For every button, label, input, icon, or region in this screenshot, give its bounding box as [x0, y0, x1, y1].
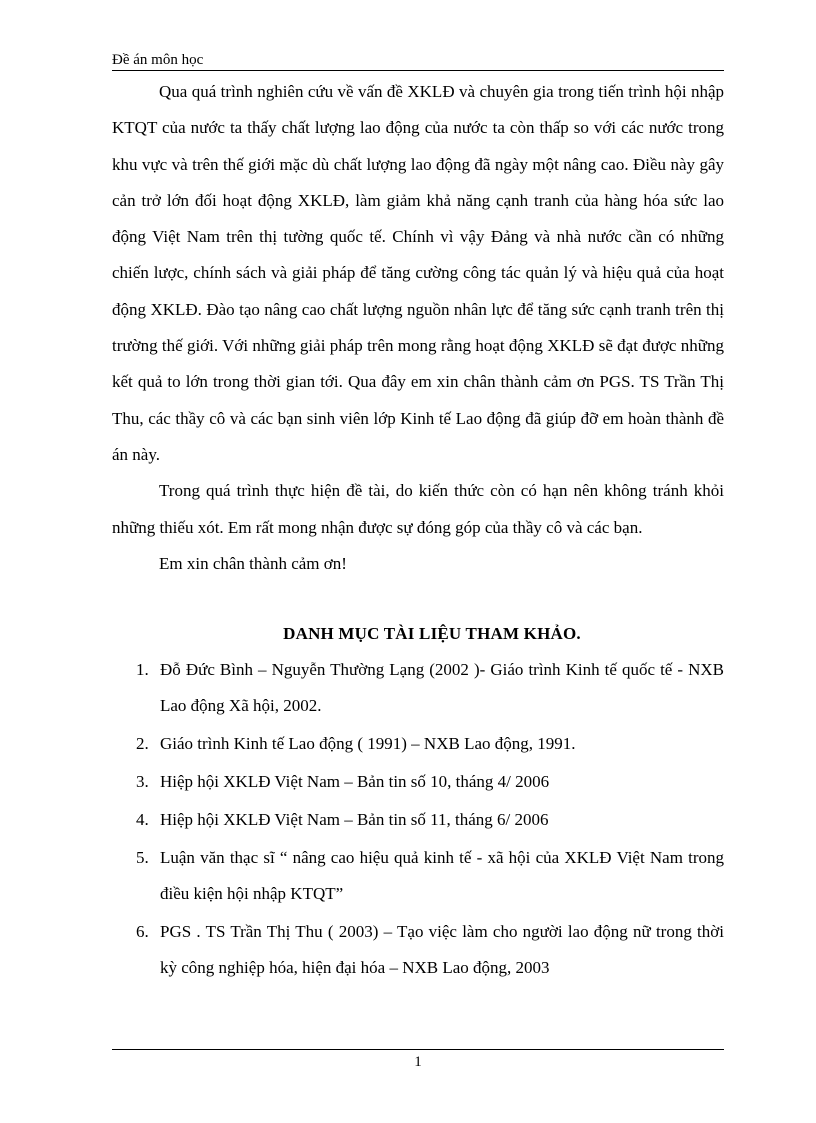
reference-item	[112, 914, 724, 986]
reference-number: 3.	[136, 772, 149, 792]
body-paragraph-conclusion: Qua quá trình nghiên cứu về vấn đề XKLĐ và chuyên gia trong tiến trình hội nhập KTQT của nước ta thấy chất lượng lao động của nước ta còn thấp so với các nước trong khu vực và trên thế giới mặc dù chất lượng lao động đã ngày một nâng cao. Điều này gây cản trở lớn đối hoạt động XKLĐ, làm giảm khả năng cạnh tranh của hàng hóa sức lao động Việt Nam trên thị tường quốc tế. Chính vì vậy Đảng và nhà nước cần có những chiến lược, chính sách và giải pháp để tăng cường công tác quản lý và hiệu quả của hoạt động XKLĐ. Đào tạo nâng cao chất lượng nguồn nhân lực để tăng sức cạnh tranh trên thị trường thế giới. Với những giải pháp trên mong rằng hoạt động XKLĐ sẽ đạt được những kết quả to lớn trong thời gian tới. Qua đây em xin chân thành cảm ơn PGS. TS Trần Thị Thu, các thầy cô và các bạn sinh viên lớp Kinh tế Lao động đã giúp đỡ em hoàn thành đề án này.	[112, 82, 724, 464]
reference-number: 4.	[136, 810, 149, 830]
reference-text: Hiệp hội XKLĐ Việt Nam – Bản tin số 10, tháng 4/ 2006	[160, 772, 550, 792]
page-header-title: Đề án môn học	[112, 52, 204, 68]
reference-number: 2.	[136, 734, 149, 754]
reference-number: 1.	[136, 660, 149, 680]
reference-number: 5.	[136, 848, 149, 868]
body-paragraph-apology: Trong quá trình thực hiện đề tài, do kiến thức còn có hạn nên không tránh khỏi những thiếu xót. Em rất mong nhận được sự đóng góp của thầy cô và các bạn.	[112, 481, 724, 537]
reference-number: 6.	[136, 922, 149, 942]
reference-text: Hiệp hội XKLĐ Việt Nam – Bản tin số 11, tháng 6/ 2006	[160, 810, 549, 830]
reference-item	[112, 764, 724, 800]
references-heading: DANH MỤC TÀI LIỆU THAM KHẢO.	[283, 624, 581, 644]
reference-item	[112, 840, 724, 912]
reference-item	[112, 726, 724, 762]
document-body	[112, 74, 724, 986]
reference-text: PGS . TS Trần Thị Thu ( 2003) – Tạo việc làm cho người lao động nữ trong thời kỳ công nghiệp hóa, hiện đại hóa – NXB Lao động, 2003	[160, 922, 724, 978]
reference-text: Luận văn thạc sĩ “ nâng cao hiệu quả kinh tế - xã hội của XKLĐ Việt Nam trong điều kiện hội nhập KTQT”	[160, 848, 724, 904]
reference-item	[112, 652, 724, 724]
reference-text: Đỗ Đức Bình – Nguyễn Thường Lạng (2002 )- Giáo trình Kinh tế quốc tế - NXB Lao động Xã hội, 2002.	[160, 660, 724, 716]
header-divider	[112, 70, 724, 71]
closing-thanks: Em xin chân thành cảm ơn!	[159, 553, 347, 573]
page-number: 1	[414, 1054, 422, 1070]
reference-text: Giáo trình Kinh tế Lao động ( 1991) – NXB Lao động, 1991.	[160, 734, 576, 754]
footer-divider	[112, 1049, 724, 1050]
reference-item	[112, 802, 724, 838]
references-list	[112, 652, 724, 986]
